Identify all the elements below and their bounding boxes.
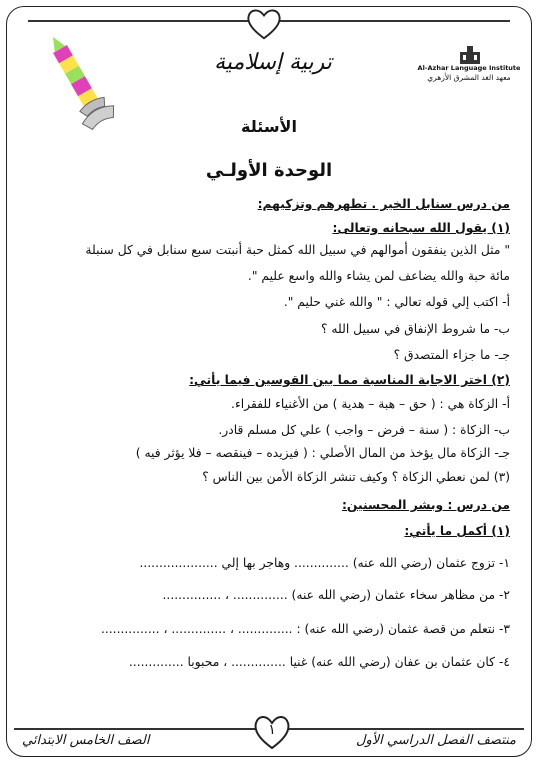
question-heading: (١) أكمل ما يأتي: — [404, 524, 510, 538]
unit-title: الوحدة الأولـي — [205, 160, 333, 181]
fill-blank-item: ١- تزوج عثمان (رضي الله عنه) .............. وهاجر بها إلي .................... — [139, 556, 510, 570]
choice-item: جـ- الزكاة مال يؤخذ من المال الأصلي : ( فيزيده – فينقصه – فلا يؤثر فيه ) — [135, 446, 510, 460]
choice-item: ب- الزكاة : ( سنة – فرض – واجب ) علي كل مسلم قادر. — [218, 423, 510, 437]
question-item: ب- ما شروط الإنفاق في سبيل الله ؟ — [321, 322, 510, 336]
question-item: (٣) لمن نعطي الزكاة ؟ وكيف تنشر الزكاة الأمن بين الناس ؟ — [202, 470, 510, 484]
questions-title: الأسئلة — [241, 117, 297, 136]
page-number: ١ — [268, 722, 276, 738]
lesson-title: من درس : وبشر المحسنين: — [342, 498, 510, 512]
logo-arabic-text: معهد الغد المشرق الأزهري — [427, 73, 511, 82]
verse-line: " مثل الذين ينفقون أموالهم في سبيل الله كمثل حبة أنبتت سبع سنابل في كل سنبلة — [85, 243, 510, 257]
question-item: جـ- ما جزاء المتصدق ؟ — [393, 348, 510, 362]
heart-icon — [245, 6, 283, 42]
fill-blank-item: ٢- من مظاهر سخاء عثمان (رضي الله عنه) .............. ، ............... — [162, 588, 510, 602]
lesson-title: من درس سنابل الخير . تطهرهم وتزكيهم: — [257, 197, 510, 211]
subject-title: تربية إسلامية — [214, 50, 332, 75]
term-label: منتصف الفصل الدراسي الأول — [356, 733, 516, 748]
question-item: أ- اكتب إلي قوله تعالي : " والله غني حليم ". — [283, 295, 510, 309]
fill-blank-item: ٣- نتعلم من قصة عثمان (رضي الله عنه) : .............. ، .............. ، ............... — [100, 622, 510, 636]
question-heading: (٢) اختر الاجابة المناسبة مما بين القوسين فيما يأتي: — [189, 373, 510, 387]
grade-label: الصف الخامس الابتدائي — [22, 733, 150, 748]
fill-blank-item: ٤- كان عثمان بن عفان (رضي الله عنه) غنيا .............. ، محبوبا .............. — [128, 655, 510, 669]
choice-item: أ- الزكاة هي : ( حق – هبة – هدية ) من الأغنياء للفقراء. — [231, 397, 510, 411]
verse-line: مائة حبة والله يضاعف لمن يشاء والله واسع عليم ". — [247, 269, 510, 283]
logo-english-text: Al-Azhar Language Institute — [417, 64, 521, 72]
question-heading: (١) يقول الله سبحانه وتعالى: — [332, 221, 510, 235]
institute-logo-icon — [456, 46, 484, 64]
